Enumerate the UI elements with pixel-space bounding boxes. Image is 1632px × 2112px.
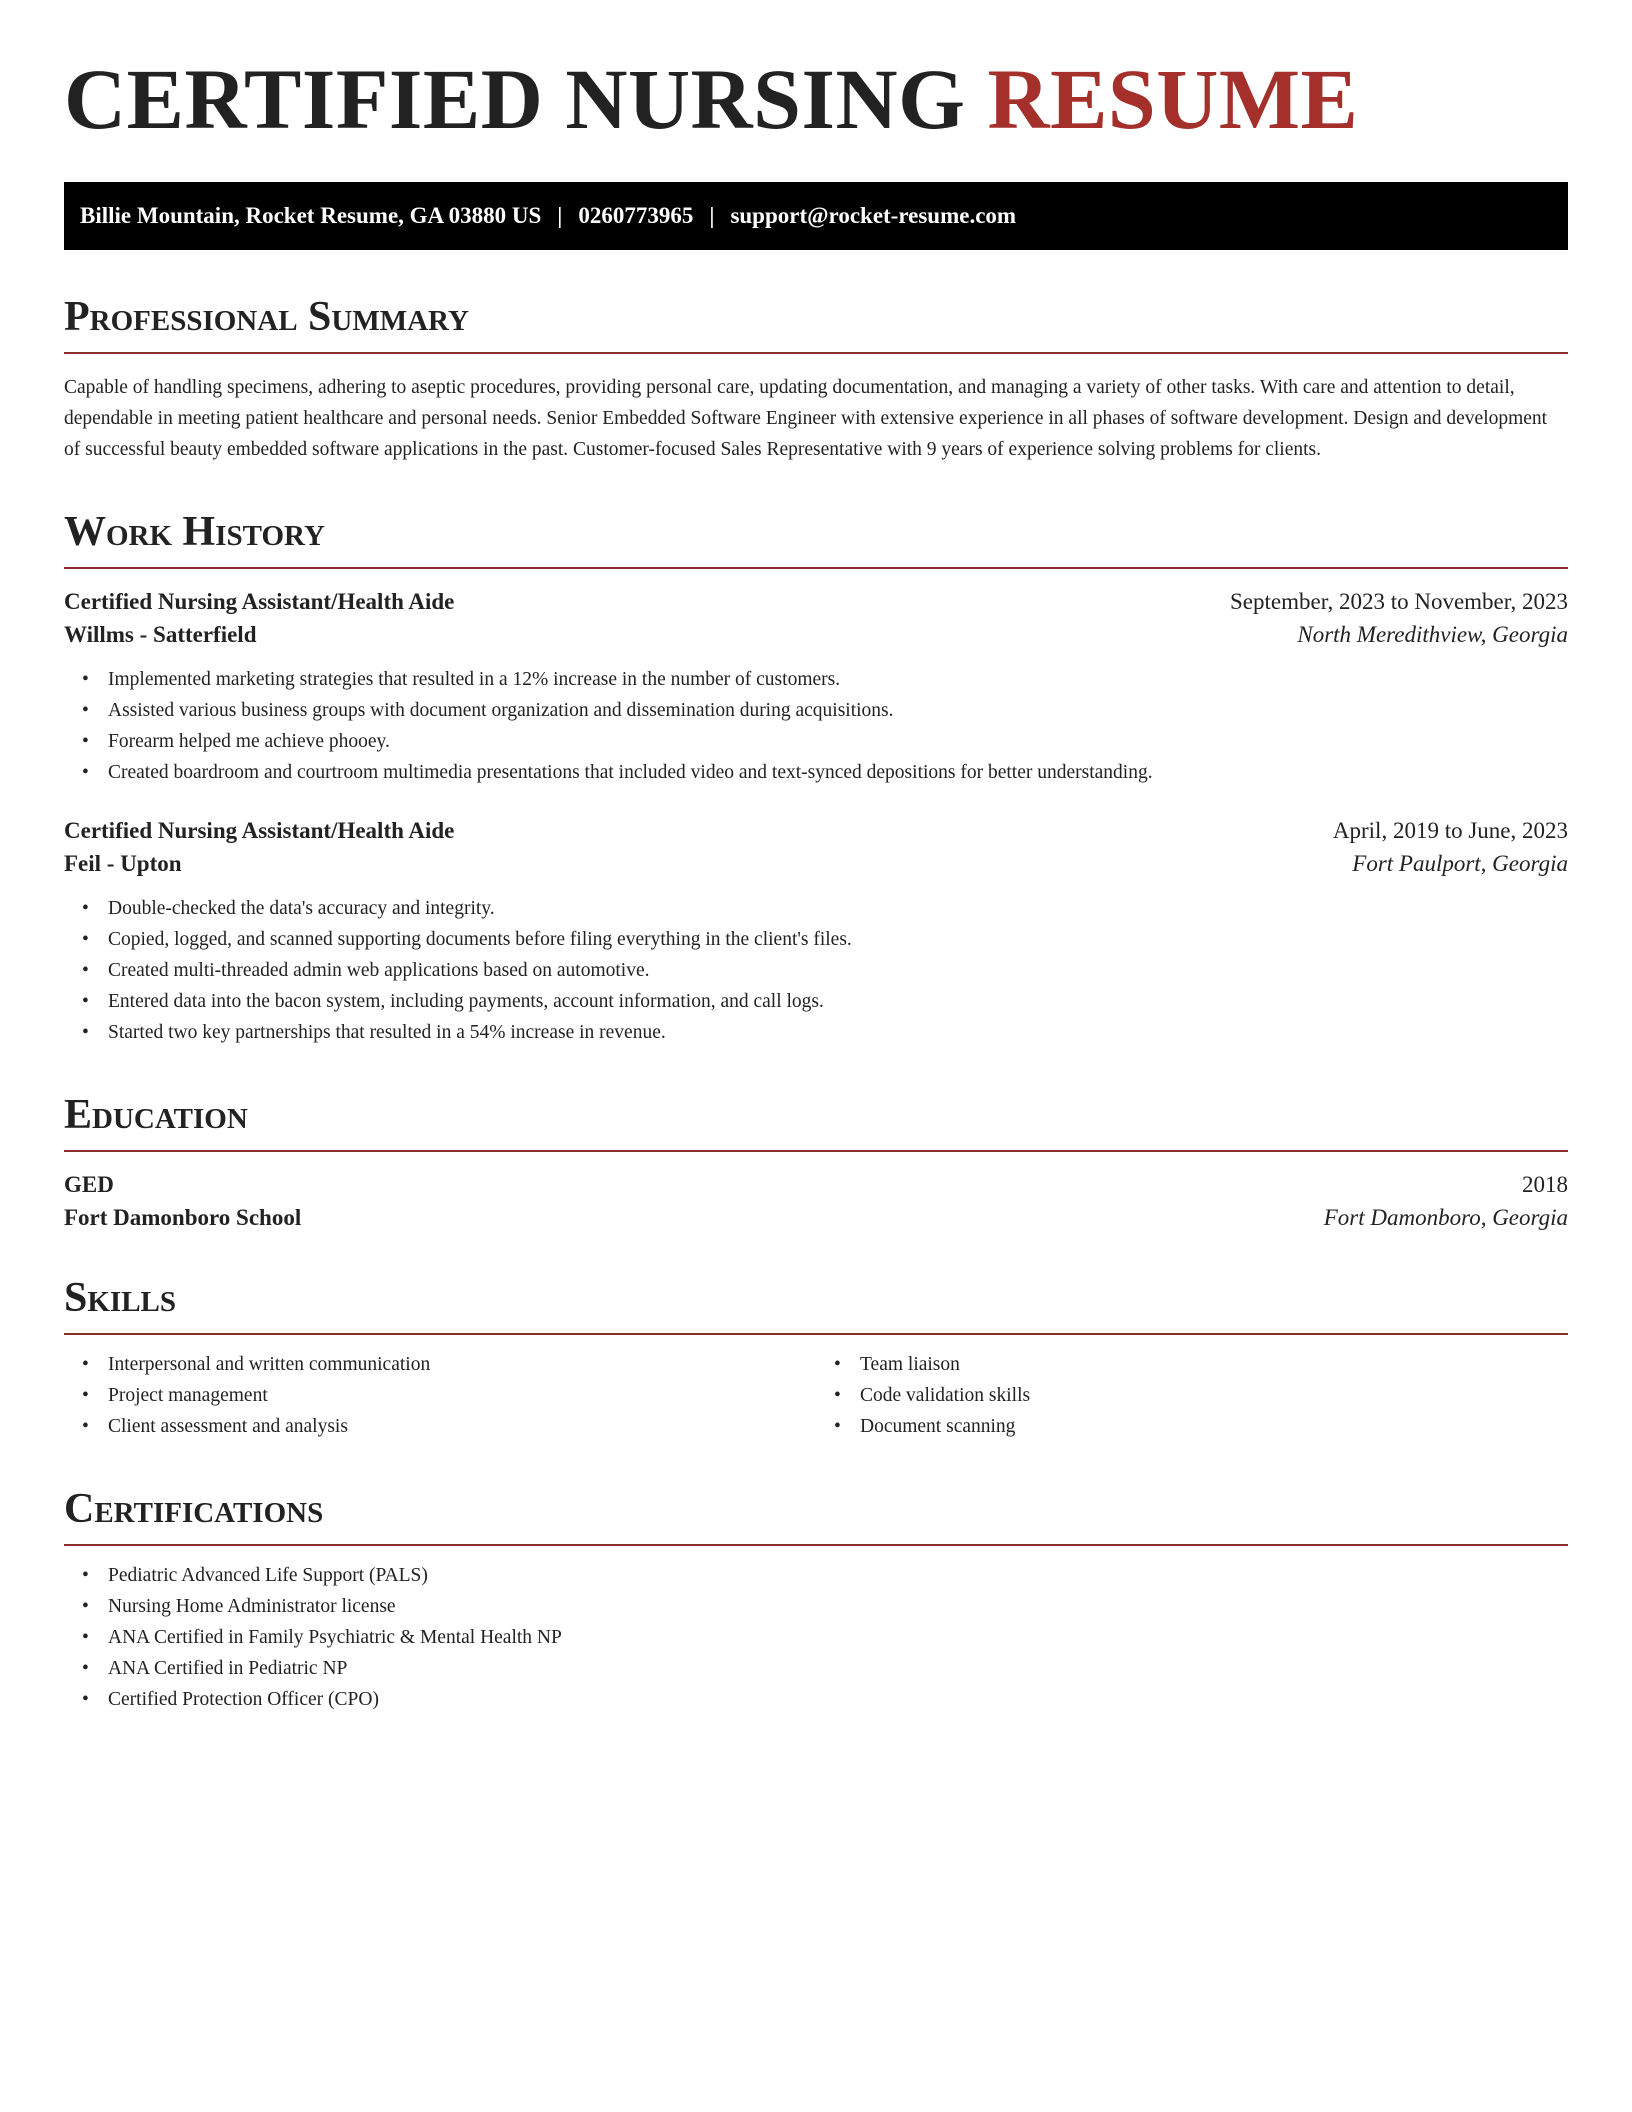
skill-item: • Document scanning [860,1411,1568,1442]
job-title: Certified Nursing Assistant/Health Aide [64,818,455,843]
contact-email: support@rocket-resume.com [730,203,1017,228]
job-bullet: • Copied, logged, and scanned supporting documents before filing everything in the client's files. [108,924,1568,955]
job-company: Willms - Satterfield [64,622,257,647]
skills-grid [64,1349,1568,1442]
contact-address: Billie Mountain, Rocket Resume, GA 03880 US [80,203,542,228]
section-heading-summary: Professional Summary [64,296,1568,354]
summary-section [64,296,1568,465]
job-header-row [64,589,1568,615]
job-header-row [64,818,1568,844]
contact-separator: | [709,203,715,228]
job-company-row [64,622,1568,648]
certification-item: • Nursing Home Administrator license [108,1591,1568,1622]
job-entry [64,818,1568,1048]
job-bullet: • Forearm helped me achieve phooey. [108,726,1568,757]
education-degree: GED [64,1172,114,1197]
certification-item: • ANA Certified in Pediatric NP [108,1653,1568,1684]
job-bullet: • Entered data into the bacon system, including payments, account information, and call logs. [108,986,1568,1017]
job-title: Certified Nursing Assistant/Health Aide [64,589,455,614]
summary-text: Capable of handling specimens, adhering to aseptic procedures, providing personal care, updating documentation, and managing a variety of other tasks. With care and attention to detail, dependable in meeting patient healthcare and personal needs. Senior Embedded Software Engineer with extensive experience in all phases of software development. Design and development of successful beauty embedded software applications in the past. Customer-focused Sales Representative with 9 years of experience solving problems for clients. [64,377,1548,460]
job-bullets [64,893,1568,1048]
certification-item: • ANA Certified in Family Psychiatric & Mental Health NP [108,1622,1568,1653]
contact-separator: | [557,203,563,228]
title-accent: RESUME [987,51,1359,147]
certifications-list [64,1560,1568,1715]
job-bullet: • Started two key partnerships that resulted in a 54% increase in revenue. [108,1017,1568,1048]
job-company: Feil - Upton [64,851,182,876]
contact-phone: 0260773965 [578,203,694,228]
work-history-section [64,511,1568,1048]
skills-column-left [64,1349,816,1442]
education-location: Fort Damonboro, Georgia [1323,1205,1568,1230]
section-heading-certifications: Certifications [64,1488,1568,1546]
job-bullet: • Assisted various business groups with document organization and dissemination during acquisitions. [108,695,1568,726]
job-bullet: • Created multi-threaded admin web applications based on automotive. [108,955,1568,986]
job-bullet: • Implemented marketing strategies that resulted in a 12% increase in the number of customers. [108,664,1568,695]
certifications-section [64,1488,1568,1715]
certification-item: • Certified Protection Officer (CPO) [108,1684,1568,1715]
education-school-row [64,1205,1568,1231]
skills-column-right [816,1349,1568,1442]
job-dates: September, 2023 to November, 2023 [1230,589,1568,614]
education-year: 2018 [1522,1172,1568,1197]
job-bullet: • Double-checked the data's accuracy and integrity. [108,893,1568,924]
job-company-row [64,851,1568,877]
education-degree-row [64,1172,1568,1198]
skill-item: • Interpersonal and written communication [108,1349,816,1380]
job-bullets [64,664,1568,788]
education-school: Fort Damonboro School [64,1205,302,1230]
job-location: North Meredithview, Georgia [1297,622,1568,647]
title-main: CERTIFIED NURSING [64,51,988,147]
section-heading-work-history: Work History [64,511,1568,569]
job-dates: April, 2019 to June, 2023 [1332,818,1568,843]
job-location: Fort Paulport, Georgia [1352,851,1568,876]
contact-bar [64,182,1568,250]
certification-item: • Pediatric Advanced Life Support (PALS) [108,1560,1568,1591]
education-section [64,1094,1568,1231]
education-entry [64,1172,1568,1231]
section-heading-skills: Skills [64,1277,1568,1335]
skill-item: • Team liaison [860,1349,1568,1380]
skill-item: • Code validation skills [860,1380,1568,1411]
section-heading-education: Education [64,1094,1568,1152]
skill-item: • Client assessment and analysis [108,1411,816,1442]
job-bullet: • Created boardroom and courtroom multimedia presentations that included video and text-synced depositions for better understanding. [108,757,1568,788]
job-entry [64,589,1568,788]
skill-item: • Project management [108,1380,816,1411]
document-title [64,0,1568,147]
skills-section [64,1277,1568,1442]
